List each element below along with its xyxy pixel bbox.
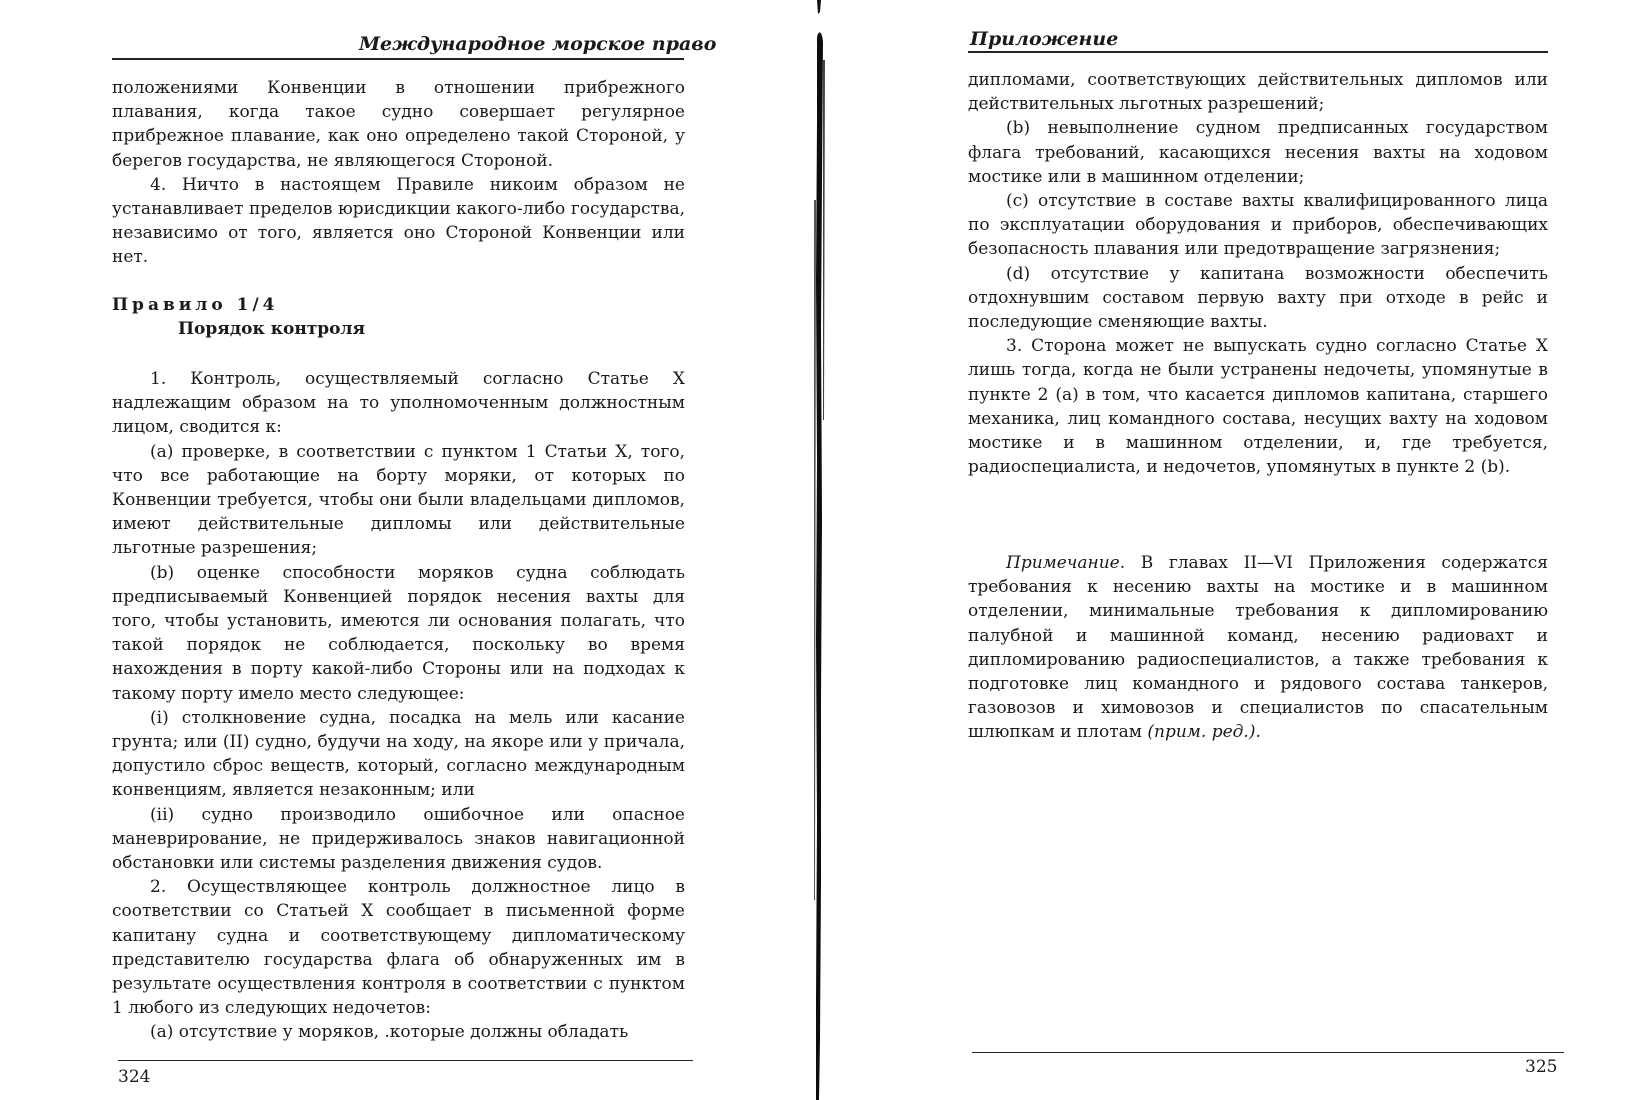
paragraph: (с) отсутствие в составе вахты квалифицированного лица по эксплуатации оборудования и приборов, обеспечивающих безопасность плавания или предотвращение загрязнения; — [968, 191, 1548, 260]
paragraph: 4. Ничто в настоящем Правиле никоим образом не устанавливает пределов юрисдикции какого-либо государства, независимо от того, является оно Стороной Конвенции или нет. — [112, 174, 685, 268]
left-text-block-top — [112, 76, 685, 270]
rule-subheading: Порядок контроля — [178, 319, 366, 339]
paragraph: (а) отсутствие у моряков, .которые должны обладать — [150, 1022, 629, 1043]
right-page — [846, 0, 1646, 1100]
left-text-block-main — [112, 367, 685, 1045]
paragraph: (а) проверке, в соответствии с пунктом 1 Статьи X, того, что все работающие на борту моряки, от которых по Конвенции требуется, чтобы они были владельцами дипломов, имеют действительные дипломы или действительные льготные разрешения; — [112, 441, 685, 559]
left-page-number: 324 — [118, 1067, 151, 1087]
paragraph: (ii) судно производило ошибочное или опасное маневрирование, не придерживалось знаков навигационной обстановки или системы разделения движения судов. — [112, 804, 685, 874]
paragraph: дипломами, соответствующих действительных дипломов или действительных льготных разрешений; — [968, 70, 1548, 115]
paragraph: (d) отсутствие у капитана возможности обеспечить отдохнувшим составом первую вахту при отходе в рейс и последующие сменяющие вахты. — [968, 263, 1548, 333]
right-header-rule — [968, 51, 1548, 53]
note-label: Примечание. — [1006, 553, 1126, 573]
paragraph: 1. Контроль, осуществляемый согласно Статье X надлежащим образом на то уполномоченным должностным лицом, сводится к: — [112, 369, 685, 438]
left-page — [0, 0, 800, 1100]
right-running-head: Приложение — [970, 28, 1119, 50]
paragraph: 3. Сторона может не выпускать судно согласно Статье X лишь тогда, когда не были устранены недочеты, упомянутые в пункте 2 (а) в том, что касается дипломов капитана, старшего механика, лиц командного состава, несущих вахту на ходовом мостике и в машинном отделении, и, где требуется, радиоспециалиста, и недочетов, упомянутых в пункте 2 (b). — [968, 336, 1548, 478]
paragraph: положениями Конвенции в отношении прибрежного плавания, когда такое судно совершает регулярное прибрежное плавание, как оно определено такой Стороной, у берегов государства, не являющегося Стороной. — [112, 78, 685, 171]
note-tail: (прим. ред.). — [1147, 722, 1261, 743]
rule-heading: Правило 1/4 — [112, 295, 279, 315]
note-paragraph — [968, 551, 1548, 745]
left-footer-rule — [118, 1060, 693, 1061]
note-text: В главах II—VI Приложения содержатся требования к несению вахты на мостике и в машинном отделении, минимальные требования к дипломированию палубной и машинной команд, несению радиовахт и дипломированию радиоспециалистов, а также требования к подготовке лиц командного и рядового состава танкеров, газовозов и химовозов и специалистов по спасательным шлюпкам и плотам — [968, 553, 1548, 743]
right-text-block-top — [968, 68, 1548, 479]
paragraph: 2. Осуществляющее контроль должностное лицо в соответствии со Статьей X сообщает в письменной форме капитану судна и соответствующему дипломатическому представителю государства флага об обнаруженных им в результате осуществления контроля в соответствии с пунктом 1 любого из следующих недочетов: — [112, 877, 685, 1019]
paragraph: (i) столкновение судна, посадка на мель или касание грунта; или (II) судно, будучи на ходу, на якоре или у причала, допустило сброс веществ, который, согласно международным конвенциям, является незаконным; или — [112, 707, 685, 801]
left-header-rule — [112, 58, 684, 60]
editor-note — [968, 551, 1548, 745]
right-page-number: 325 — [1525, 1057, 1558, 1077]
paragraph: (b) невыполнение судном предписанных государством флага требований, касающихся несения вахты на ходовом мостике или в машинном отделении; — [968, 118, 1548, 187]
book-spine-shadow — [808, 0, 828, 1100]
right-footer-rule — [972, 1052, 1564, 1053]
left-running-head: Международное морское право — [359, 33, 717, 55]
paragraph: (b) оценке способности моряков судна соблюдать предписываемый Конвенцией порядок несения вахты для того, чтобы установить, имеются ли основания полагать, что такой порядок не соблюдается, поскольку во время нахождения в порту какой-либо Стороны или на подходах к такому порту имело место следующее: — [112, 562, 685, 704]
